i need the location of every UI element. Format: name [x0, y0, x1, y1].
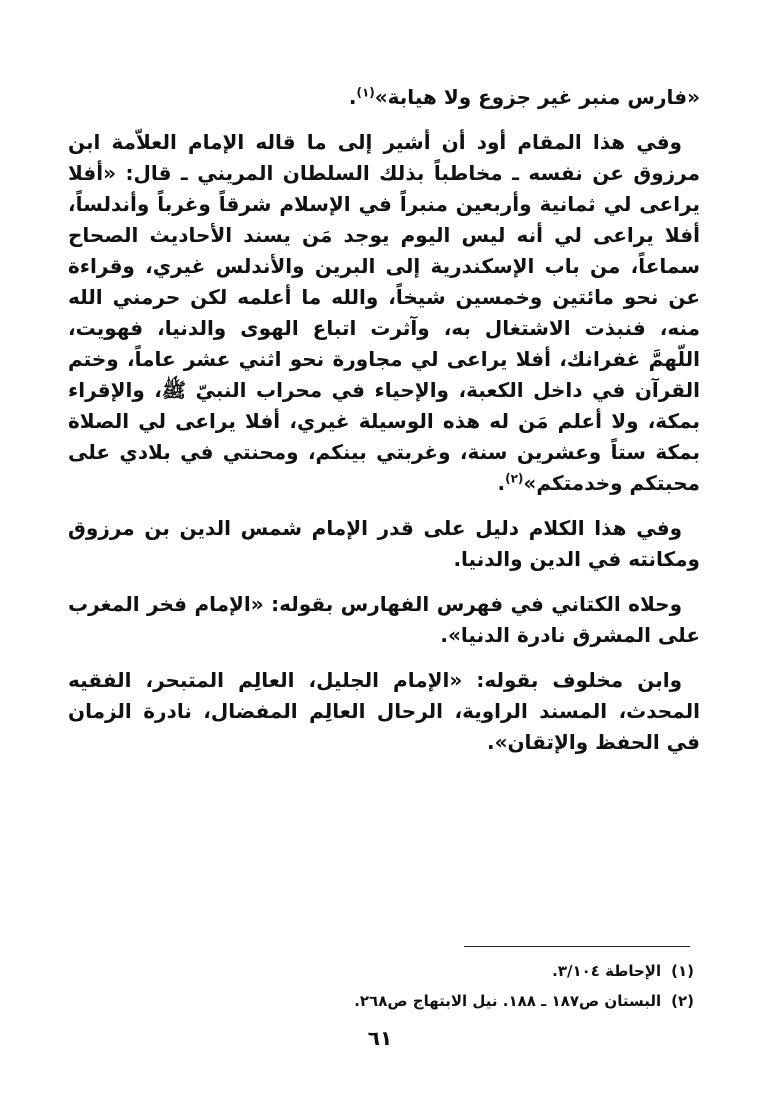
paragraph-2-tail: .	[497, 471, 506, 495]
footnote-separator	[464, 946, 690, 947]
page-number: ٦١	[367, 1026, 393, 1050]
footnote-1-number: (١)	[671, 962, 694, 980]
footnote-ref-2: (٢)	[505, 471, 524, 486]
main-text	[68, 82, 700, 758]
footnotes	[94, 956, 694, 1016]
footnote-2-number: (٢)	[671, 992, 694, 1010]
paragraph-5: وابن مخلوف بقوله: «الإمام الجليل، العالِم المتبحر، الفقيه المحدث، المسند الراوية، الرحال العالِم المفضال، نادرة الزمان في الحفظ والإتقان».	[68, 668, 700, 754]
footnote-2	[94, 986, 694, 1016]
footnote-1-text: الإحاطة ٣/١٠٤.	[552, 962, 662, 980]
paragraph-1-text: «فارس منبر غير جزوع ولا هيابة»	[374, 85, 700, 109]
footnote-2-text: البستان ص١٨٧ ـ ١٨٨. نيل الابتهاج ص٢٦٨.	[354, 992, 662, 1010]
paragraph-2	[68, 127, 700, 499]
paragraph-4: وحلاه الكتاني في فهرس الفهارس بقوله: «الإمام فخر المغرب على المشرق نادرة الدنيا».	[68, 592, 700, 647]
footnote-ref-1: (١)	[356, 85, 375, 100]
paragraph-1	[68, 82, 700, 113]
paragraph-1-tail: .	[348, 85, 357, 109]
paragraph-2-text: وفي هذا المقام أود أن أشير إلى ما قاله الإمام العلاّمة ابن مرزوق عن نفسه ـ مخاطباً بذلك السلطان المريني ـ قال: «أفلا يراعى لي ثمانية وأربعين منبراً في الإسلام شرقاً وغرباً وأندلساً، أفلا يراعى لي أنه ليس اليوم يوجد مَن يسند الأحاديث الصحاح سماعاً، من باب الإسكندرية إلى البرين والأندلس غيري، وقراءة عن نحو مائتين وخمسين شيخاً، والله ما أعلمه لكن حرمني الله منه، فنبذت الاشتغال به، وآثرت اتباع الهوى والدنيا، فهويت، اللّهمَّ غفرانك، أفلا يراعى لي مجاورة نحو اثني عشر عاماً، وختم القرآن في داخل الكعبة، والإحياء في محراب النبيّ ﷺ، والإقراء بمكة، ولا أعلم مَن له هذه الوسيلة غيري، أفلا يراعى لي الصلاة بمكة ستاً وعشرين سنة، وغربتي بينكم، ومحنتي في بلادي على محبتكم وخدمتكم»	[68, 130, 700, 495]
footnote-1	[94, 956, 694, 986]
paragraph-3: وفي هذا الكلام دليل على قدر الإمام شمس الدين بن مرزوق ومكانته في الدين والدنيا.	[68, 516, 700, 571]
